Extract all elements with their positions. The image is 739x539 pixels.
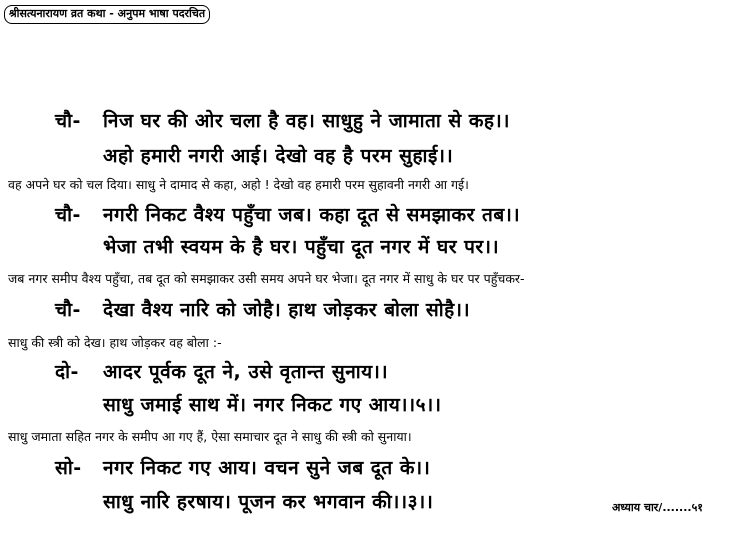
verse-text: नगरी निकट वैश्य पहुँचा जब। कहा दूत से समझाकर तब।। <box>103 204 521 226</box>
verse-text: साधु नारि हरषाय। पूजन कर भगवान की।।३।। <box>103 491 434 513</box>
verse-label: चौ- <box>55 110 81 132</box>
verse-text: साधु जमाई साथ में। नगर निकट गए आय।।५।। <box>103 394 442 416</box>
prose-line: साधु की स्त्री को देख। हाथ जोड़कर वह बोला :- <box>8 335 222 350</box>
verse-line <box>55 454 430 480</box>
verse-line <box>103 391 441 417</box>
verse-text: निज घर की ओर चला है वह। साधुहु ने जामाता से कह।। <box>103 110 510 132</box>
verse-text: अहो हमारी नगरी आई। देखो वह है परम सुहाई।। <box>103 145 454 167</box>
verse-line <box>55 296 470 322</box>
verse-line <box>103 142 453 168</box>
verse-text: आदर पूर्वक दूत ने, उसे वृतान्त सुनाय।। <box>103 361 389 383</box>
verse-label: दो- <box>55 361 79 383</box>
verse-line <box>103 233 499 259</box>
page-footer: अध्याय चार/.......५१ <box>612 501 704 514</box>
verse-line <box>55 107 510 133</box>
verse-text: देखा वैश्य नारि को जोहै। हाथ जोड़कर बोला सोहै।। <box>103 299 471 321</box>
verse-line <box>103 488 433 514</box>
prose-line: वह अपने घर को चल दिया। साधु ने दामाद से कहा, अहो ! देखो वह हमारी परम सुहावनी नगरी आ गई। <box>8 177 469 192</box>
prose-line: साधु जमाता सहित नगर के समीप आ गए हैं, ऐसा समाचार दूत ने साधु की स्त्री को सुनाया। <box>8 429 412 444</box>
verse-text: नगर निकट गए आय। वचन सुने जब दूत के।। <box>103 457 431 479</box>
verse-label: चौ- <box>55 299 81 321</box>
page-header-title: श्रीसत्यनारायण व्रत कथा - अनुपम भाषा पदरचित <box>4 5 210 24</box>
prose-line: जब नगर समीप वैश्य पहुँचा, तब दूत को समझाकर उसी समय अपने घर भेजा। दूत नगर में साधु के घर पर पहुँचकर- <box>8 271 525 286</box>
verse-line <box>55 201 520 227</box>
verse-line <box>55 358 388 384</box>
verse-label: सो- <box>55 457 82 479</box>
verse-label: चौ- <box>55 204 81 226</box>
verse-text: भेजा तभी स्वयम के है घर। पहुँचा दूत नगर में घर पर।। <box>103 236 500 258</box>
